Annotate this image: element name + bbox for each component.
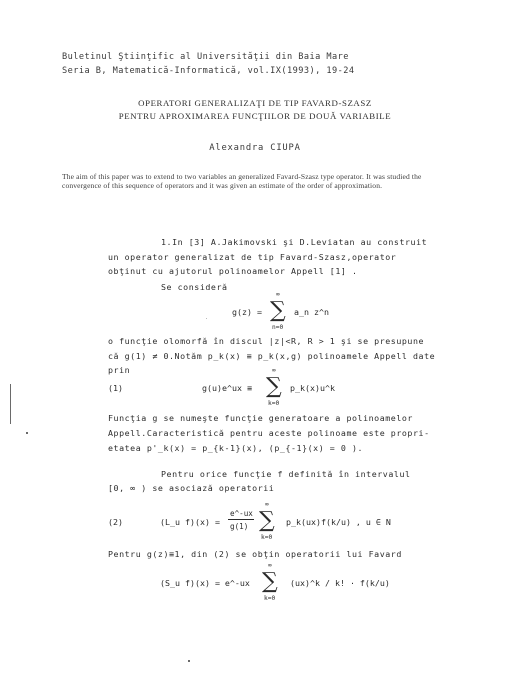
journal-line-2: Seria B, Matematică-Informatică, vol.IX(1993), 19-24 <box>62 66 355 76</box>
scan-speck <box>26 432 28 434</box>
sum-symbol-3: ∑ <box>259 508 275 533</box>
journal-line-1: Buletinul Ştiinţific al Universităţii din Baia Mare <box>62 52 349 62</box>
p2-line-2: că g(1) ≠ 0.Notăm p_k(x) ≡ p_k(x,g) polinoamele Appell date <box>108 351 436 361</box>
eq2-right: p_k(ux)f(k/u) , u ∈ N <box>286 517 391 527</box>
eq1-label: (1) <box>108 383 123 393</box>
eq2-frac-num: e^-ux <box>230 509 253 518</box>
title-line-1: OPERATORI GENERALIZAŢI DE TIP FAVARD-SZASZ <box>138 98 372 108</box>
eq1-left: g(u)e^ux ≡ <box>202 383 252 393</box>
p1-line-3: obţinut cu ajutorul polinoamelor Appell [1] . <box>108 266 358 276</box>
g-def-right: a_n z^n <box>294 307 329 317</box>
title-line-2: PENTRU APROXIMAREA FUNCŢIILOR DE DOUĂ VARIABILE <box>118 111 392 121</box>
eq3-left: (S_u f)(x) = e^-ux <box>160 578 250 588</box>
author: Alexandra CIUPA <box>209 143 301 153</box>
sum-2-lower: k=0 <box>268 400 280 407</box>
p5-line-1: Pentru g(z)≡1, din (2) se obţin operatorii lui Favard <box>108 549 402 559</box>
sum-1-lower: n=0 <box>272 324 284 331</box>
scan-speck <box>188 660 190 662</box>
sum-3-upper: ∞ <box>265 501 269 508</box>
p4-line-2: [0, ∞ ) se asociază operatorii <box>108 483 275 493</box>
p1-line-2: un operator generalizat de tip Favard-Szasz,operator <box>108 252 397 262</box>
eq2-frac-den: g(1) <box>230 522 249 531</box>
sum-2-upper: ∞ <box>272 367 276 374</box>
eq1-right: p_k(x)u^k <box>290 383 335 393</box>
p4-line-1: Pentru orice funcţie f definită în intervalul <box>161 469 411 479</box>
p1-line-1 <box>161 237 427 247</box>
scan-speck <box>206 318 207 319</box>
sum-symbol-2: ∑ <box>266 374 282 399</box>
p3-line-2: Appell.Caracteristică pentru aceste polinoame este propri- <box>108 428 430 438</box>
sum-1-upper: ∞ <box>276 291 280 298</box>
eq2-frac-bar <box>228 519 254 520</box>
sum-3-lower: k=0 <box>261 534 273 541</box>
abstract: The aim of this paper was to extend to two variables an generalized Favard-Szasz type operator. It was studied the convergence of this sequence of operators and it was given an estimate of the order of approximation. <box>62 172 422 191</box>
p1-line-4: Se consideră <box>161 282 228 292</box>
eq2-label: (2) <box>108 517 123 527</box>
p3-line-1: Funcţia g se numeşte funcţie generatoare a polinoamelor <box>108 413 413 423</box>
p2-line-1: o funcţie olomorfă în discul |z|<R, R > 1 şi se presupune <box>108 336 425 346</box>
p2-line-3: prin <box>108 365 131 375</box>
g-def-left: g(z) = <box>232 307 262 317</box>
eq3-right: (ux)^k / k! · f(k/u) <box>290 578 390 588</box>
sum-symbol-4: ∑ <box>262 569 278 594</box>
sum-4-upper: ∞ <box>268 562 272 569</box>
sum-4-lower: k=0 <box>264 595 276 602</box>
sum-symbol-1: ∑ <box>270 298 286 323</box>
scan-mark <box>10 384 11 424</box>
p1-line-1-text: 1.In [3] A.Jakimovski şi D.Leviatan au construit <box>161 237 428 247</box>
p3-line-3: etatea p'_k(x) = p_{k-1}(x), (p_{-1}(x) = 0 ). <box>108 443 364 453</box>
eq2-left: (L_u f)(x) = <box>160 517 220 527</box>
